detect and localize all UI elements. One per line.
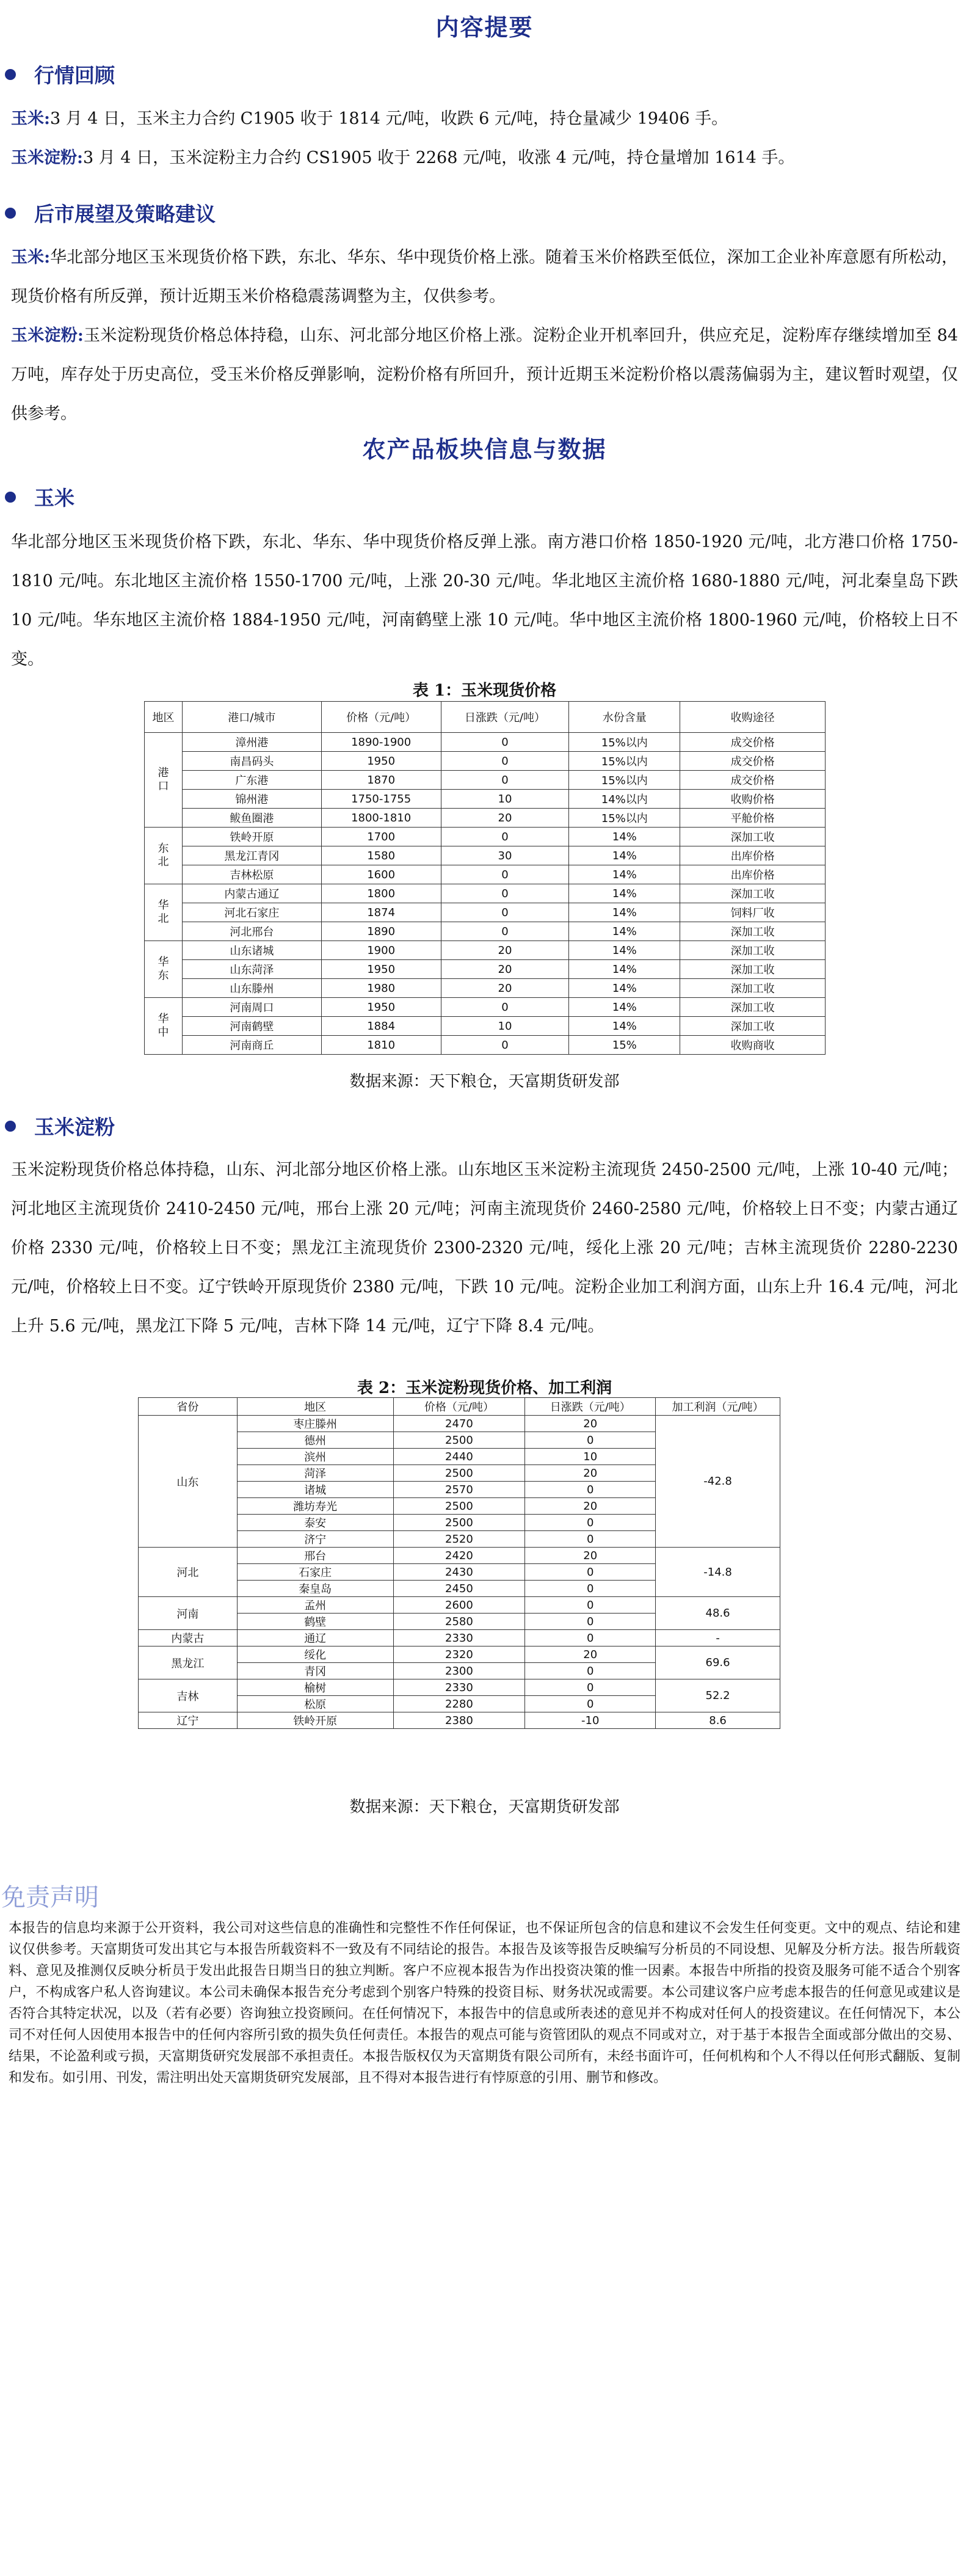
- table-cell: 0: [441, 733, 569, 752]
- table-cell: 广东港: [182, 771, 321, 790]
- table-cell: 0: [441, 771, 569, 790]
- table-header-cell: 省份: [139, 1398, 238, 1416]
- table-cell: 2450: [393, 1581, 525, 1597]
- table-row: [145, 733, 826, 752]
- disclaimer-title: 免责声明: [1, 1883, 99, 1912]
- table-cell: 20: [525, 1548, 656, 1564]
- table-row: [145, 752, 826, 771]
- table-cell: 2570: [393, 1482, 525, 1498]
- table-cell: 0: [441, 1036, 569, 1055]
- table-cell: 1700: [321, 828, 441, 846]
- table-cell: 14%: [569, 941, 680, 960]
- region-cell: 华 北: [145, 884, 183, 941]
- table-cell: -10: [525, 1712, 656, 1729]
- summary-title: 内容提要: [435, 13, 534, 41]
- table-cell: 黑龙江青冈: [182, 846, 321, 865]
- table-cell: 14%: [569, 865, 680, 884]
- table-row: [145, 846, 826, 865]
- table-cell: 饲料厂收: [680, 903, 826, 922]
- table-row: [145, 771, 826, 790]
- table-cell: 0: [525, 1679, 656, 1696]
- table-cell: 0: [441, 903, 569, 922]
- table-cell: 通辽: [237, 1630, 393, 1646]
- table-cell: 2330: [393, 1679, 525, 1696]
- table1-caption: 表 1：玉米现货价格: [412, 682, 557, 700]
- province-cell: 吉林: [139, 1679, 238, 1712]
- review-heading: [0, 60, 115, 89]
- table-cell: 2500: [393, 1515, 525, 1531]
- bullet-icon: [5, 492, 16, 503]
- profit-cell: 48.6: [656, 1597, 780, 1630]
- table-cell: 0: [525, 1663, 656, 1679]
- outlook-corn-text: 华北部分地区玉米现货价格下跌，东北、华东、华中现货价格上涨。随着玉米价格跌至低位，深加工企业补库意愿有所松动，现货价格有所反弹，预计近期玉米价格稳震荡调整为主，仅供参考。: [11, 248, 959, 306]
- outlook-corn: [11, 238, 958, 316]
- review-corn: [11, 100, 958, 139]
- table-cell: 山东诸城: [182, 941, 321, 960]
- table-cell: 河南鹤壁: [182, 1017, 321, 1036]
- table-cell: 1980: [321, 979, 441, 998]
- bullet-icon: [5, 208, 16, 219]
- ag-title: 农产品板块信息与数据: [362, 435, 607, 463]
- table-row: [139, 1597, 780, 1614]
- table-cell: 漳州港: [182, 733, 321, 752]
- table-cell: 1580: [321, 846, 441, 865]
- profit-cell: 8.6: [656, 1712, 780, 1729]
- table-row: [145, 828, 826, 846]
- outlook-starch-label: 玉米淀粉:: [11, 326, 84, 345]
- table-cell: 河北邢台: [182, 922, 321, 941]
- table-row: [139, 1646, 780, 1663]
- table-cell: 平舱价格: [680, 809, 826, 828]
- table-cell: 石家庄: [237, 1564, 393, 1581]
- province-cell: 黑龙江: [139, 1646, 238, 1679]
- corn-heading-text: 玉米: [34, 486, 74, 510]
- table-cell: 泰安: [237, 1515, 393, 1531]
- province-cell: 河南: [139, 1597, 238, 1630]
- table-cell: 深加工收: [680, 828, 826, 846]
- table-cell: 2320: [393, 1646, 525, 1663]
- region-cell: 港 口: [145, 733, 183, 828]
- table-cell: 秦皇岛: [237, 1581, 393, 1597]
- table-cell: 潍坊寿光: [237, 1498, 393, 1515]
- table-cell: 15%以内: [569, 771, 680, 790]
- review-corn-text: 3 月 4 日，玉米主力合约 C1905 收于 1814 元/吨，收跌 6 元/吨，持仓量减少 19406 手。: [49, 109, 728, 128]
- table-cell: 2420: [393, 1548, 525, 1564]
- table-cell: 10: [525, 1449, 656, 1465]
- table-cell: 松原: [237, 1696, 393, 1712]
- table-cell: 0: [525, 1597, 656, 1614]
- table-cell: 2500: [393, 1498, 525, 1515]
- outlook-heading-text: 后市展望及策略建议: [34, 202, 216, 226]
- table-cell: 0: [441, 884, 569, 903]
- table-cell: 0: [525, 1531, 656, 1548]
- table-cell: 1950: [321, 960, 441, 979]
- table-row: [145, 979, 826, 998]
- table-cell: 深加工收: [680, 884, 826, 903]
- table-cell: 河南商丘: [182, 1036, 321, 1055]
- review-starch-label: 玉米淀粉:: [11, 148, 83, 167]
- table-row: [145, 941, 826, 960]
- table-cell: 20: [525, 1646, 656, 1663]
- table-cell: 0: [441, 828, 569, 846]
- table-cell: 14%: [569, 903, 680, 922]
- outlook-starch: [11, 316, 958, 434]
- table-cell: 20: [441, 979, 569, 998]
- table-row: [145, 1017, 826, 1036]
- table-cell: 1890-1900: [321, 733, 441, 752]
- table-cell: 成交价格: [680, 752, 826, 771]
- table-cell: 0: [525, 1564, 656, 1581]
- table-cell: 2520: [393, 1531, 525, 1548]
- review-starch-text: 3 月 4 日，玉米淀粉主力合约 CS1905 收于 2268 元/吨，收涨 4 元/吨，持仓量增加 1614 手。: [82, 148, 795, 167]
- table-row: [145, 1036, 826, 1055]
- table-cell: 深加工收: [680, 922, 826, 941]
- table-cell: 1800: [321, 884, 441, 903]
- table-cell: 15%以内: [569, 752, 680, 771]
- table-cell: 2580: [393, 1614, 525, 1630]
- table-cell: 1900: [321, 941, 441, 960]
- table1-wrap: [144, 701, 826, 1055]
- table-cell: 榆树: [237, 1679, 393, 1696]
- table-header-cell: 地区: [145, 702, 183, 733]
- table-cell: 山东菏泽: [182, 960, 321, 979]
- table-cell: 0: [525, 1696, 656, 1712]
- table-header-cell: 日涨跌（元/吨）: [525, 1398, 656, 1416]
- province-cell: 内蒙古: [139, 1630, 238, 1646]
- profit-cell: -42.8: [656, 1416, 780, 1548]
- starch-heading-text: 玉米淀粉: [34, 1115, 115, 1139]
- table-cell: 1800-1810: [321, 809, 441, 828]
- table-cell: 诸城: [237, 1482, 393, 1498]
- table-cell: 30: [441, 846, 569, 865]
- table-row: [145, 922, 826, 941]
- table-cell: 2280: [393, 1696, 525, 1712]
- province-cell: 山东: [139, 1416, 238, 1548]
- table-cell: 出库价格: [680, 865, 826, 884]
- table-cell: 0: [441, 865, 569, 884]
- review-heading-text: 行情回顾: [34, 64, 115, 87]
- region-cell: 华 中: [145, 998, 183, 1055]
- table-cell: 出库价格: [680, 846, 826, 865]
- disclaimer-text: 本报告的信息均来源于公开资料，我公司对这些信息的准确性和完整性不作任何保证，也不保证所包含的信息和建议不会发生任何变更。文中的观点、结论和建议仅供参考。天富期货可发出其它与本报告所载资料不一致及有不同结论的报告。本报告及该等报告反映编写分析员的不同设想、见解及分析方法。报告所载资料、意见及推测仅反映分析员于发出此报告日期当日的独立判断。客户不应视本报告为作出投资决策的惟一因素。本报告中所指的投资及服务可能不适合个别客户，不构成客户私人咨询建议。本公司未确保本报告充分考虑到个别客户特殊的投资目标、财务状况或需要。本公司建议客户应考虑本报告的任何意见或建议是否符合其特定状况，以及（若有必要）咨询独立投资顾问。在任何情况下，本报告中的信息或所表述的意见并不构成对任何人的投资建议。在任何情况下，本公司不对任何人因使用本报告中的任何内容所引致的损失负任何责任。本报告的观点可能与资管团队的观点不同或对立，对于基于本报告全面或部分做出的交易、结果，不论盈利或亏损，天富期货研究发展部不承担责任。本报告版权仅为天富期货有限公司所有，未经书面许可，任何机构和个人不得以任何形式翻版、复制和发布。如引用、刊发，需注明出处天富期货研究发展部，且不得对本报告进行有悖原意的引用、删节和修改。: [9, 1921, 960, 2086]
- table2-wrap: [138, 1397, 780, 1729]
- table2-caption: 表 2：玉米淀粉现货价格、加工利润: [357, 1379, 612, 1397]
- table-cell: 14%: [569, 922, 680, 941]
- corn-paragraph: 华北部分地区玉米现货价格下跌，东北、华东、华中现货价格反弹上涨。南方港口价格 1850-1920 元/吨，北方港口价格 1750-1810 元/吨。东北地区主流价格 1550-1700 元/吨，上涨 20-30 元/吨。华北地区主流价格 1680-1880 元/吨，河北秦皇岛下跌 10 元/吨。华东地区主流价格 1884-1950 元/吨，河南鹤壁上涨 10 元/吨。华中地区主流价格 1800-1960 元/吨，价格较上日不变。: [11, 533, 958, 669]
- table-cell: 鲅鱼圈港: [182, 809, 321, 828]
- table-cell: 1950: [321, 752, 441, 771]
- table-cell: 滨州: [237, 1449, 393, 1465]
- table-header-cell: 港口/城市: [182, 702, 321, 733]
- starch-heading: [0, 1112, 115, 1140]
- table-cell: 铁岭开原: [237, 1712, 393, 1729]
- table-cell: 15%以内: [569, 733, 680, 752]
- table-row: [139, 1679, 780, 1696]
- table-cell: 20: [525, 1498, 656, 1515]
- table-row: [145, 865, 826, 884]
- table-cell: 2500: [393, 1465, 525, 1482]
- table-cell: 14%: [569, 884, 680, 903]
- table-cell: 内蒙古通辽: [182, 884, 321, 903]
- table-cell: 14%: [569, 960, 680, 979]
- province-cell: 河北: [139, 1548, 238, 1597]
- table-cell: 2600: [393, 1597, 525, 1614]
- corn-heading: [0, 482, 74, 511]
- table-cell: 0: [525, 1581, 656, 1597]
- table-cell: 山东滕州: [182, 979, 321, 998]
- table-cell: 枣庄滕州: [237, 1416, 393, 1432]
- bullet-icon: [5, 69, 16, 80]
- table-cell: 14%: [569, 846, 680, 865]
- profit-cell: 69.6: [656, 1646, 780, 1679]
- table-header-cell: 价格（元/吨）: [393, 1398, 525, 1416]
- table-cell: 1884: [321, 1017, 441, 1036]
- table-header-cell: 价格（元/吨）: [321, 702, 441, 733]
- table-cell: 孟州: [237, 1597, 393, 1614]
- table-cell: 0: [525, 1515, 656, 1531]
- table-cell: 济宁: [237, 1531, 393, 1548]
- table-cell: 0: [441, 752, 569, 771]
- table-cell: 0: [441, 922, 569, 941]
- table-cell: 20: [441, 960, 569, 979]
- table-cell: 深加工收: [680, 998, 826, 1017]
- starch-price-table: [138, 1397, 780, 1729]
- table1-source: 数据来源：天下粮仓，天富期货研发部: [349, 1072, 620, 1091]
- table-cell: 2380: [393, 1712, 525, 1729]
- table-cell: 2440: [393, 1449, 525, 1465]
- region-cell: 华 东: [145, 941, 183, 998]
- table-cell: 14%: [569, 1017, 680, 1036]
- table-cell: 20: [525, 1416, 656, 1432]
- table-header-cell: 收购途径: [680, 702, 826, 733]
- table-cell: 南昌码头: [182, 752, 321, 771]
- table-cell: 邢台: [237, 1548, 393, 1564]
- table-cell: 20: [441, 809, 569, 828]
- table-row: [139, 1548, 780, 1564]
- profit-cell: -: [656, 1630, 780, 1646]
- table-cell: 河北石家庄: [182, 903, 321, 922]
- table-cell: 绥化: [237, 1646, 393, 1663]
- table-cell: 0: [525, 1630, 656, 1646]
- table-cell: 青冈: [237, 1663, 393, 1679]
- table-cell: 14%: [569, 828, 680, 846]
- table-cell: 德州: [237, 1432, 393, 1449]
- table-cell: 深加工收: [680, 941, 826, 960]
- table-cell: 吉林松原: [182, 865, 321, 884]
- starch-paragraph: 玉米淀粉现货价格总体持稳，山东、河北部分地区价格上涨。山东地区玉米淀粉主流现货 2450-2500 元/吨，上涨 10-40 元/吨；河北地区主流现货价 2410-2450 元/吨，邢台上涨 20 元/吨；河南主流现货价 2460-2580 元/吨，价格较上日不变；内蒙古通辽价格 2330 元/吨，价格较上日不变；黑龙江主流现货价 2300-2320 元/吨，绥化上涨 20 元/吨；吉林主流现货价 2280-2230 元/吨，价格较上日不变。辽宁铁岭开原现货价 2380 元/吨，下跌 10 元/吨。淀粉企业加工利润方面，山东上升 16.4 元/吨，河北上升 5.6 元/吨，黑龙江下降 5 元/吨，吉林下降 14 元/吨，辽宁下降 8.4 元/吨。: [11, 1160, 958, 1336]
- table-cell: 1810: [321, 1036, 441, 1055]
- table-cell: 20: [441, 941, 569, 960]
- table-row: [145, 903, 826, 922]
- table-cell: 20: [525, 1465, 656, 1482]
- bullet-icon: [5, 1121, 16, 1132]
- profit-cell: -14.8: [656, 1548, 780, 1597]
- region-cell: 东 北: [145, 828, 183, 884]
- table-cell: 1950: [321, 998, 441, 1017]
- table-cell: 鹤壁: [237, 1614, 393, 1630]
- table-cell: 1870: [321, 771, 441, 790]
- table-row: [139, 1416, 780, 1432]
- table-cell: 成交价格: [680, 771, 826, 790]
- table-cell: 收购价格: [680, 790, 826, 809]
- table-cell: 2300: [393, 1663, 525, 1679]
- table2-source: 数据来源：天下粮仓，天富期货研发部: [349, 1798, 620, 1816]
- table-cell: 14%以内: [569, 790, 680, 809]
- table-cell: 2430: [393, 1564, 525, 1581]
- table-header-cell: 地区: [237, 1398, 393, 1416]
- outlook-corn-label: 玉米:: [11, 248, 51, 267]
- table-cell: 15%: [569, 1036, 680, 1055]
- profit-cell: 52.2: [656, 1679, 780, 1712]
- outlook-starch-text: 玉米淀粉现货价格总体持稳，山东、河北部分地区价格上涨。淀粉企业开机率回升，供应充足，淀粉库存继续增加至 84 万吨，库存处于历史高位，受玉米价格反弹影响，淀粉价格有所回升，预计近期玉米淀粉价格以震荡偏弱为主，建议暂时观望，仅供参考。: [11, 326, 959, 423]
- table-row: [139, 1630, 780, 1646]
- table-cell: 深加工收: [680, 1017, 826, 1036]
- table-cell: 14%: [569, 998, 680, 1017]
- table-cell: 2470: [393, 1416, 525, 1432]
- table-cell: 1890: [321, 922, 441, 941]
- table-cell: 2500: [393, 1432, 525, 1449]
- table-cell: 铁岭开原: [182, 828, 321, 846]
- table-cell: 深加工收: [680, 960, 826, 979]
- outlook-heading: [0, 198, 216, 227]
- table-cell: 1750-1755: [321, 790, 441, 809]
- table-cell: 14%: [569, 979, 680, 998]
- table-cell: 1600: [321, 865, 441, 884]
- table-header-cell: 加工利润（元/吨）: [656, 1398, 780, 1416]
- table-cell: 0: [525, 1482, 656, 1498]
- table-row: [139, 1712, 780, 1729]
- table-row: [145, 790, 826, 809]
- table-cell: 10: [441, 1017, 569, 1036]
- table-cell: 菏泽: [237, 1465, 393, 1482]
- table-cell: 河南周口: [182, 998, 321, 1017]
- province-cell: 辽宁: [139, 1712, 238, 1729]
- review-corn-label: 玉米:: [11, 109, 50, 128]
- table-cell: 0: [525, 1614, 656, 1630]
- table-row: [145, 960, 826, 979]
- table-cell: 10: [441, 790, 569, 809]
- table-row: [145, 998, 826, 1017]
- table-cell: 1874: [321, 903, 441, 922]
- table-cell: 收购商收: [680, 1036, 826, 1055]
- table-row: [145, 884, 826, 903]
- table-cell: 15%以内: [569, 809, 680, 828]
- table-cell: 锦州港: [182, 790, 321, 809]
- corn-price-table: [144, 701, 826, 1055]
- table-cell: 深加工收: [680, 979, 826, 998]
- table-cell: 0: [525, 1432, 656, 1449]
- table-cell: 0: [441, 998, 569, 1017]
- table-header-cell: 水份含量: [569, 702, 680, 733]
- table-row: [145, 809, 826, 828]
- review-starch: [11, 139, 958, 178]
- table-cell: 成交价格: [680, 733, 826, 752]
- table-header-cell: 日涨跌（元/吨）: [441, 702, 569, 733]
- table-cell: 2330: [393, 1630, 525, 1646]
